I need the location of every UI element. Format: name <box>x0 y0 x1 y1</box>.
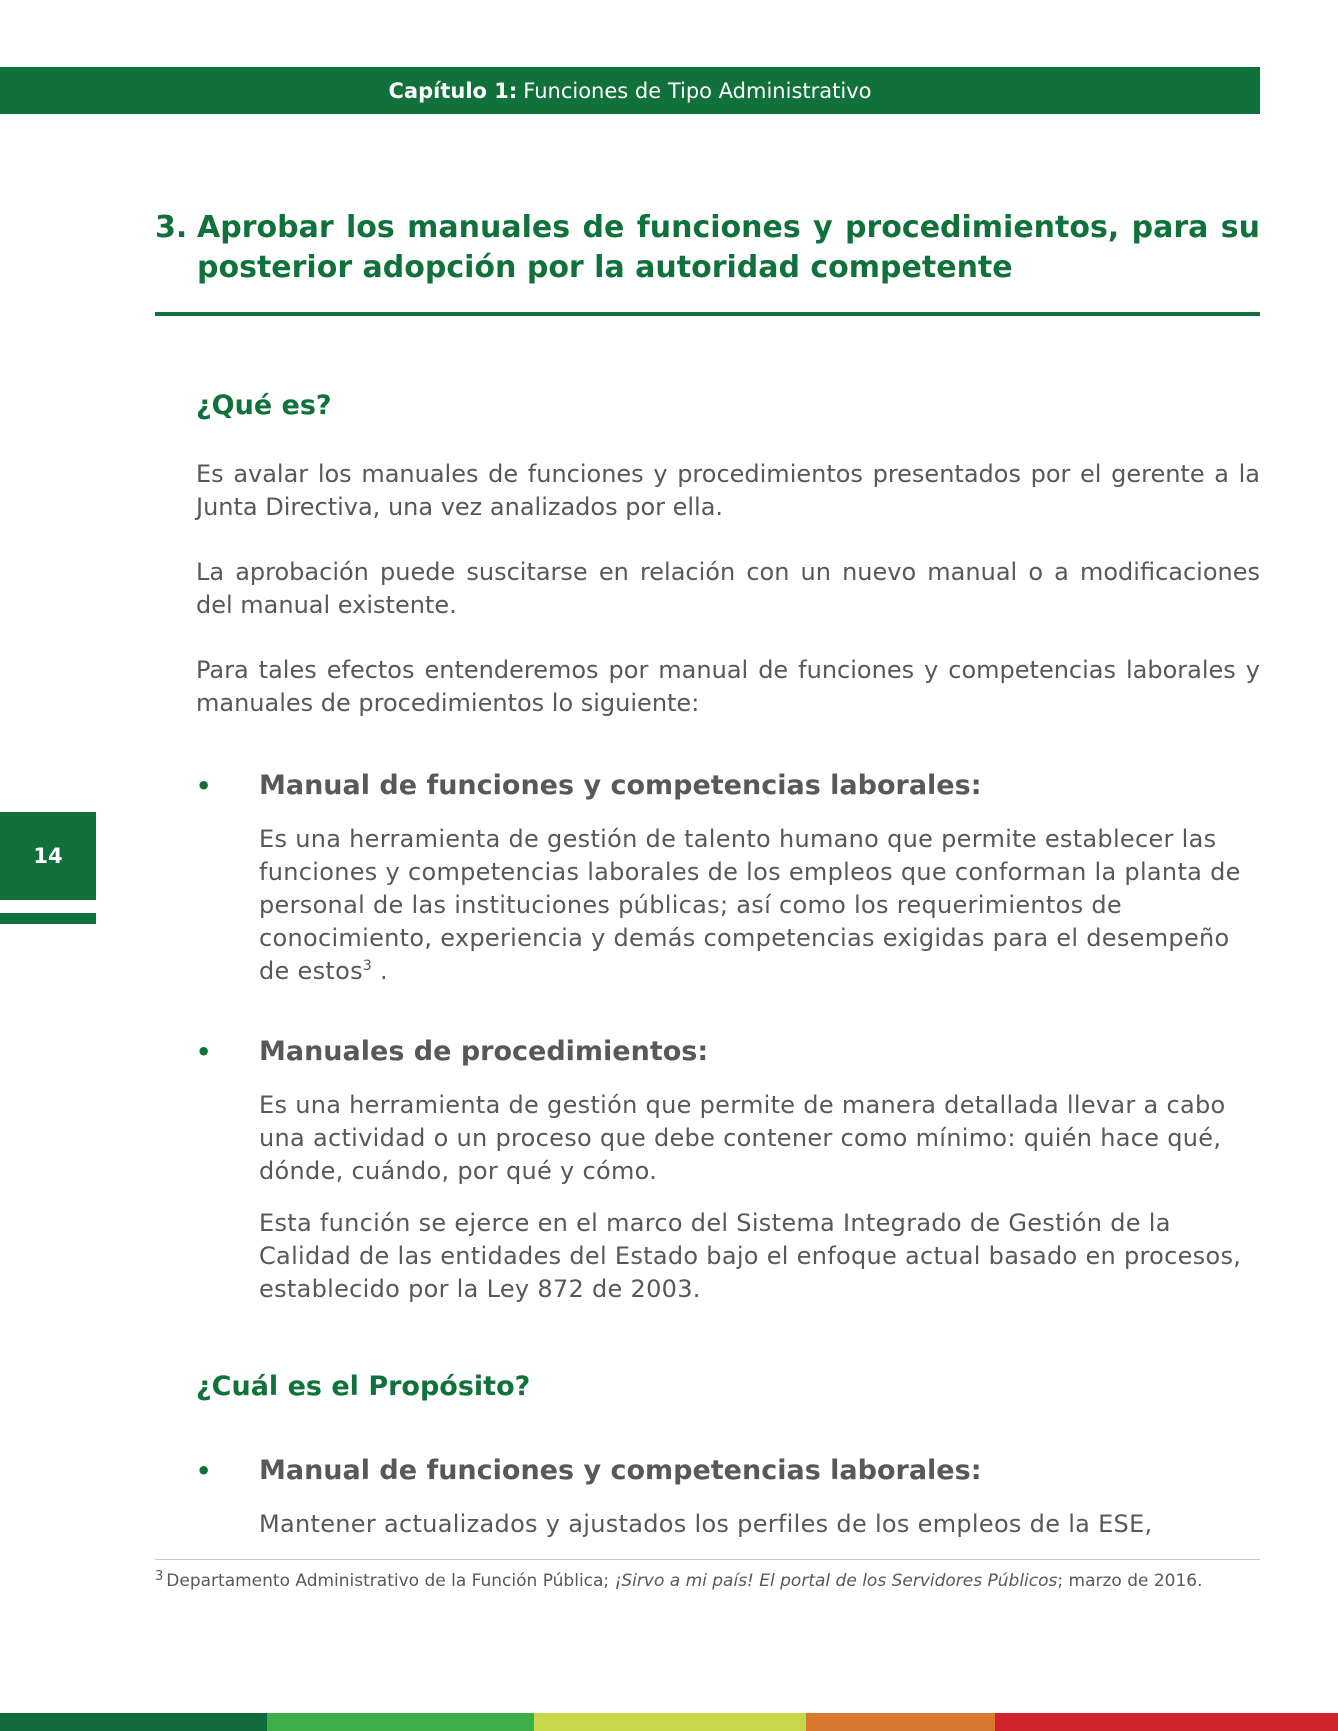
item-body-text: Es una herramienta de gestión de talento humano que permite establecer las funciones y competencias laborales de los empleos que conforman la planta de personal de las instituciones públicas; así como los requerimientos de conocimiento, experiencia y demás competencias exigidas para el desempeño de estos <box>259 825 1241 985</box>
footnote-text-before: Departamento Administrativo de la Función Pública; <box>166 1571 615 1591</box>
chapter-title: Funciones de Tipo Administrativo <box>523 78 872 103</box>
color-segment-dark-green <box>0 1713 267 1731</box>
section-number: 3. <box>155 210 188 245</box>
title-underline <box>155 312 1260 316</box>
que-es-paragraph-1: Es avalar los manuales de funciones y procedimientos presentados por el gerente a la Junta Directiva, una vez analizados por ella. <box>196 460 1260 521</box>
bullet-marker: • <box>196 772 212 800</box>
color-segment-orange <box>806 1713 995 1731</box>
chapter-header-bar <box>0 67 1260 114</box>
footnote-text-after: ; marzo de 2016. <box>1057 1571 1203 1591</box>
bottom-color-bar <box>0 1713 1338 1731</box>
section-title-text: Aprobar los manuales de funciones y procedimientos, para su posterior adopción por la autoridad competente <box>197 210 1260 285</box>
chapter-label: Capítulo 1: <box>388 78 518 103</box>
item-heading-proposito-manual-funciones: Manual de funciones y competencias laborales: <box>259 1455 982 1486</box>
item-body-proposito-manual-funciones: Mantener actualizados y ajustados los perfiles de los empleos de la ESE, <box>259 1510 1153 1538</box>
que-es-paragraph-2: La aprobación puede suscitarse en relación con un nuevo manual o a modificaciones del manual existente. <box>196 558 1260 619</box>
footnote-number: 3 <box>155 1569 164 1584</box>
item-body-manuales-procedimientos-2: Esta función se ejerce en el marco del Sistema Integrado de Gestión de la Calidad de las entidades del Estado bajo el enfoque actual basado en procesos, establecido por la Ley 872 de 2003. <box>259 1209 1242 1303</box>
que-es-paragraph-3: Para tales efectos entenderemos por manual de funciones y competencias laborales y manuales de procedimientos lo siguiente: <box>196 656 1260 717</box>
footnote-reference[interactable]: 3 <box>362 958 373 974</box>
section-title <box>155 208 1260 288</box>
footnote-text-italic: ¡Sirvo a mi país! El portal de los Servidores Públicos <box>614 1571 1058 1591</box>
page-number-tab <box>0 812 96 900</box>
item-body-manual-funciones <box>259 823 1260 988</box>
page-tab-stripe <box>0 913 96 924</box>
item-body-end: . <box>372 957 388 985</box>
color-segment-lime <box>534 1713 806 1731</box>
proposito-heading: ¿Cuál es el Propósito? <box>196 1371 531 1402</box>
bullet-marker: • <box>196 1457 212 1485</box>
footnote-divider <box>155 1559 1260 1560</box>
que-es-heading: ¿Qué es? <box>196 390 332 421</box>
item-heading-manual-funciones: Manual de funciones y competencias laborales: <box>259 770 982 801</box>
footnote <box>155 1571 1260 1591</box>
item-body-manuales-procedimientos: Es una herramienta de gestión que permite de manera detallada llevar a cabo una actividad o un proceso que debe contener como mínimo: quién hace qué, dónde, cuándo, por qué y cómo. <box>259 1091 1226 1185</box>
bullet-marker: • <box>196 1038 212 1066</box>
item-heading-manuales-procedimientos: Manuales de procedimientos: <box>259 1036 709 1067</box>
page-number: 14 <box>33 844 63 868</box>
color-segment-red <box>995 1713 1338 1731</box>
color-segment-green <box>267 1713 534 1731</box>
